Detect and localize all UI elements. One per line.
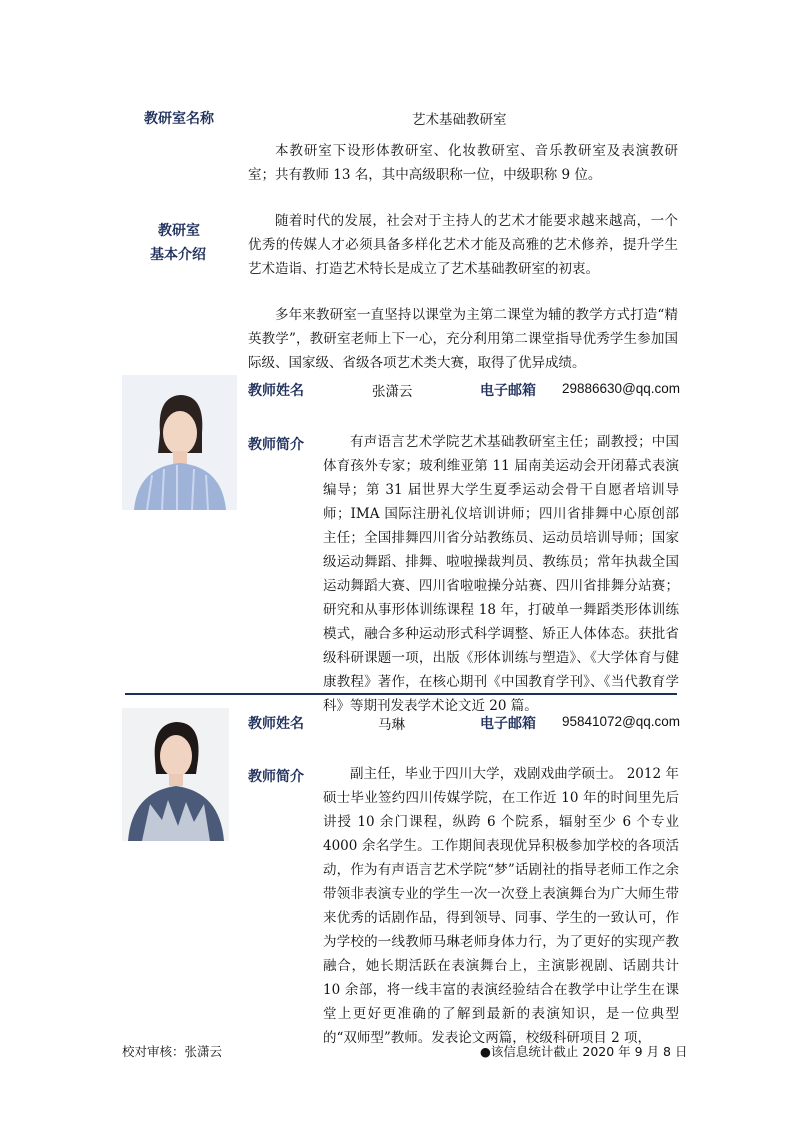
teacher-email-label: 电子邮箱 xyxy=(480,716,536,732)
teacher-name-label: 教师姓名 xyxy=(248,383,304,399)
teacher-photo xyxy=(122,708,229,841)
teacher-photo xyxy=(122,375,237,510)
intro-paragraph: 随着时代的发展，社会对于主持人的艺术才能要求越来越高，一个优秀的传媒人才必须具备多样化艺术才能及高雅的艺术修养，提升学生艺术造诣、打造艺术特长是成立了艺术基础教研室的初衷。 xyxy=(248,213,678,277)
intro-paragraph: 本教研室下设形体教研室、化妆教研室、音乐教研室及表演教研室；共有教师 13 名，其中高级职称一位，中级职称 9 位。 xyxy=(248,143,678,183)
section-divider xyxy=(125,693,677,695)
teacher-bio-label: 教师简介 xyxy=(248,769,304,785)
footer-reviewer: 校对审核：张潇云 xyxy=(122,1044,223,1059)
office-intro-label-line2: 基本介绍 xyxy=(150,247,206,263)
office-name-value: 艺术基础教研室 xyxy=(412,112,507,128)
teacher-email: 29886630@qq.com xyxy=(562,381,681,396)
teacher-name: 马琳 xyxy=(378,717,405,733)
teacher-name-label: 教师姓名 xyxy=(248,716,304,732)
teacher-bio-text: 副主任，毕业于四川大学，戏剧戏曲学硕士。 2012 年硕士毕业签约四川传媒学院，在工作近 10 年的时间里先后讲授 10 余门课程，纵跨 6 个院系，辐射至少 6 个专业 4000 余名学生。工作期间表现优异积极参加学校的各项活动，作为有声语言艺术学院“梦”话剧社的指导老师工作之余带领非表演专业的学生一次一次登上表演舞台为广大师生带来优秀的话剧作品，得到领导、同事、学生的一致认可，作为学校的一线教师马琳老师身体力行，为了更好的实现产教融合，她长期活跃在表演舞台上，主演影视剧、话剧共计 10 余部，将一线丰富的表演经验结合在教学中让学生在课堂上更好更准确的了解到最新的表演知识，是一位典型的“双师型”教师。发表论文两篇，校级科研项目 2 项， xyxy=(323,766,679,1046)
teacher-bio-label: 教师简介 xyxy=(248,437,304,453)
office-intro-label-line1: 教研室 xyxy=(158,223,200,239)
intro-paragraph: 多年来教研室一直坚持以课堂为主第二课堂为辅的教学方式打造“精英教学”，教研室老师上下一心，充分利用第二课堂指导优秀学生参加国际级、国家级、省级各项艺术类大赛，取得了优异成绩。 xyxy=(248,307,678,371)
teacher-bio-text: 有声语言艺术学院艺术基础教研室主任；副教授；中国体育孩外专家；玻利维亚第 11 届南美运动会开闭幕式表演编导；第 31 届世界大学生夏季运动会骨干自愿者培训导师；IMA 国际注册礼仪培训讲师；四川省排舞中心原创部主任；全国排舞四川省分站教练员、运动员培训导师；国家级运动舞蹈、排舞、啦啦操裁判员、教练员；常年执裁全国运动舞蹈大赛、四川省啦啦操分站赛、四川省排舞分站赛；研究和从事形体训练课程 18 年，打破单一舞蹈类形体训练模式，融合多种运动形式科学调整、矫正人体体态。获批省级科研课题一项，出版《形体训练与塑造》、《大学体育与健康教程》著作，在核心期刊《中国教育学刊》、《当代教育学科》等期刊发表学术论文近 20 篇。 xyxy=(323,434,679,714)
portrait-icon xyxy=(122,708,229,841)
teacher-name: 张潇云 xyxy=(372,384,413,400)
teacher-email: 95841072@qq.com xyxy=(562,714,681,729)
office-name-label: 教研室名称 xyxy=(144,111,214,127)
portrait-icon xyxy=(122,375,237,510)
footer-note: ●该信息统计截止 2020 年 9 月 8 日 xyxy=(480,1044,688,1059)
teacher-bio xyxy=(323,762,679,1050)
teacher-email-label: 电子邮箱 xyxy=(480,383,536,399)
office-intro xyxy=(248,139,678,375)
teacher-bio xyxy=(323,430,679,718)
